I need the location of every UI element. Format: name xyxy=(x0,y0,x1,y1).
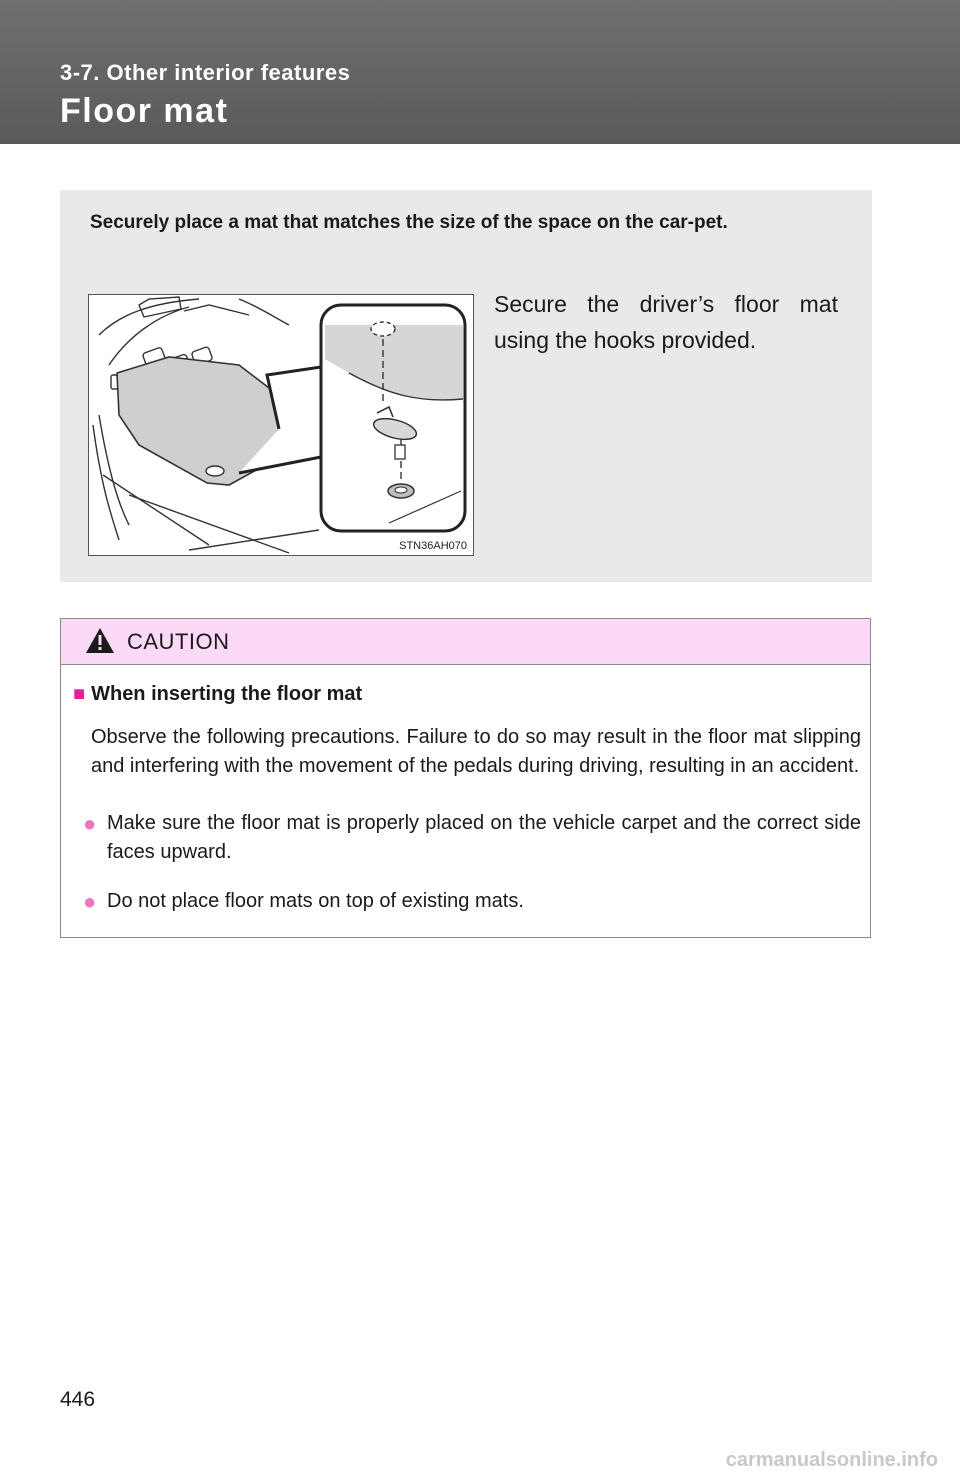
caution-bullet xyxy=(83,887,861,916)
floor-mat-illustration xyxy=(88,294,474,556)
caution-bullet xyxy=(83,809,861,867)
bullet-dot-icon: ● xyxy=(83,811,97,836)
caution-heading-text: When inserting the floor mat xyxy=(91,683,363,705)
warning-triangle-icon xyxy=(85,627,115,654)
caution-bullet-text: Make sure the floor mat is properly placed on the vehicle carpet and the correct side faces upward. xyxy=(107,812,861,863)
floor-mat-hook-diagram xyxy=(89,295,473,555)
hook-instruction-text: Secure the driver’s floor mat using the hooks provided. xyxy=(494,291,838,353)
caution-paragraph: Observe the following precautions. Failure to do so may result in the floor mat slipping and interfering with the movement of the pedals during driving, resulting in an accident. xyxy=(91,726,861,777)
bullet-dot-icon: ● xyxy=(83,889,97,914)
caution-bullet-text: Do not place floor mats on top of existing mats. xyxy=(107,890,524,912)
watermark: carmanualsonline.info xyxy=(725,1449,938,1471)
figure-code: STN36AH070 xyxy=(399,540,467,552)
square-bullet-icon: ■ xyxy=(73,683,86,705)
caution-box xyxy=(60,618,871,938)
caution-header xyxy=(61,619,870,665)
info-box xyxy=(60,190,872,582)
section-label: 3-7. Other interior features xyxy=(60,60,351,85)
caution-title: CAUTION xyxy=(127,629,230,654)
page-number: 446 xyxy=(60,1388,96,1411)
chapter-header xyxy=(0,0,960,144)
caution-heading xyxy=(73,683,362,706)
page-title: Floor mat xyxy=(60,92,229,130)
intro-text: Securely place a mat that matches the size of the space on the car-pet. xyxy=(90,212,728,233)
